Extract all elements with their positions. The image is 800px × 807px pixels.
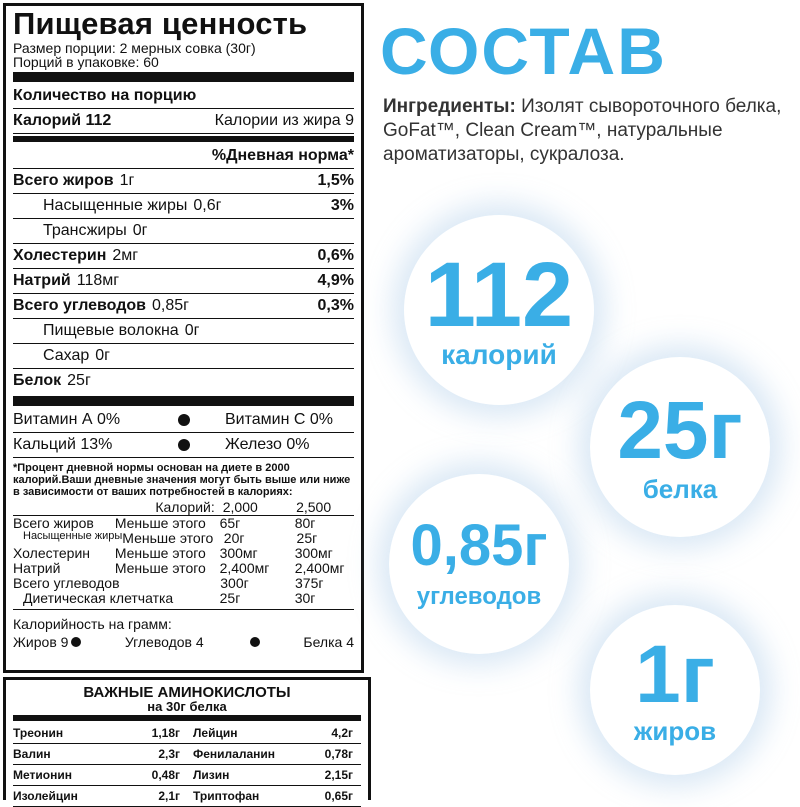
diet-2000: 2,000 xyxy=(222,499,258,515)
daily-value-header-row xyxy=(13,144,354,169)
label-title: Пищевая ценность xyxy=(13,6,308,41)
diet-v2: 375г xyxy=(295,575,324,591)
diet-name: Холестерин xyxy=(13,545,90,561)
amino-value: 2,1г xyxy=(158,789,180,803)
vitamin-rows xyxy=(13,408,354,458)
amino-name: Изолейцин xyxy=(13,789,78,803)
circle-protein xyxy=(590,357,770,537)
amount-per-serving: Количество на порцию xyxy=(13,84,354,109)
cal-fat: Жиров 9 xyxy=(13,634,69,650)
nutrient-name: Белок xyxy=(13,372,62,389)
diet-row xyxy=(13,591,354,606)
nutrient-name: Всего жиров xyxy=(13,172,114,189)
nutrient-name: Пищевые волокна xyxy=(43,322,179,339)
amino-acids-table xyxy=(3,677,371,803)
diet-table xyxy=(13,500,354,606)
diet-v2: 25г xyxy=(296,530,318,546)
circle-unit: калорий xyxy=(441,339,557,370)
amino-value: 0,78г xyxy=(324,747,353,761)
diet-v1: 2,400мг xyxy=(219,560,270,576)
nutrient-row xyxy=(13,344,354,369)
diet-limit: Меньше этого xyxy=(122,530,214,546)
nutrient-amount: 2мг xyxy=(112,247,139,264)
diet-v1: 65г xyxy=(219,515,241,531)
diet-limit: Меньше этого xyxy=(114,560,206,576)
nutrient-row xyxy=(13,269,354,294)
servings-per-package: Порций в упаковке: 60 xyxy=(13,54,159,70)
daily-value-header: %Дневная норма* xyxy=(211,147,354,164)
amino-row xyxy=(13,723,361,744)
amino-name: Лейцин xyxy=(193,726,238,740)
nutrient-name: Сахар xyxy=(43,347,90,364)
diet-v1: 300г xyxy=(220,575,249,591)
nutrient-row xyxy=(13,219,354,244)
diet-limit xyxy=(116,576,220,591)
bullet-icon xyxy=(178,439,190,451)
bullet-icon xyxy=(71,637,81,647)
diet-row xyxy=(13,546,354,561)
bullet-icon xyxy=(178,414,190,426)
nutrient-amount: 0,6г xyxy=(193,197,222,214)
bullet-icon xyxy=(250,637,260,647)
divider-thick xyxy=(13,396,354,406)
divider-thick xyxy=(13,72,354,82)
circle-value: 0,85г xyxy=(410,513,548,578)
nutrient-amount: 25г xyxy=(67,372,91,389)
divider-medium xyxy=(13,715,361,721)
nutrient-row xyxy=(13,244,354,269)
nutrient-amount: 0г xyxy=(132,222,148,239)
serving-size: Размер порции: 2 мерных совка (30г) xyxy=(13,40,256,56)
circle-fat xyxy=(590,605,760,775)
diet-v1: 25г xyxy=(219,590,241,606)
nutrient-name: Холестерин xyxy=(13,247,107,264)
circle-unit: белка xyxy=(642,473,718,504)
divider-thin xyxy=(13,609,354,610)
diet-name: Насыщенные жиры xyxy=(23,530,123,542)
nutrition-facts-label xyxy=(3,3,364,673)
diet-v1: 300мг xyxy=(219,545,258,561)
nutrient-row xyxy=(13,294,354,319)
nutrient-rows xyxy=(13,169,354,393)
calories-label: Калорий 112 xyxy=(13,112,112,129)
amino-subtitle: на 30г белка xyxy=(147,699,227,714)
nutrient-row xyxy=(13,169,354,194)
diet-name: Всего углеводов xyxy=(13,575,120,591)
nutrient-amount: 118мг xyxy=(76,272,120,289)
diet-v2: 300мг xyxy=(294,545,333,561)
sostav-title: СОСТАВ xyxy=(380,14,667,88)
diet-row xyxy=(13,516,354,531)
amino-value: 2,3г xyxy=(158,747,180,761)
amino-value: 2,15г xyxy=(324,768,353,782)
circle-calories xyxy=(404,215,594,405)
diet-name: Всего жиров xyxy=(13,515,94,531)
diet-calories-label: Калорий: xyxy=(155,499,215,515)
diet-limit: Меньше этого xyxy=(114,515,206,531)
diet-name: Натрий xyxy=(13,560,61,576)
diet-row xyxy=(13,561,354,576)
amino-name: Фенилаланин xyxy=(193,747,276,761)
circle-value: 1г xyxy=(635,628,715,720)
nutrient-name: Насыщенные жиры xyxy=(43,197,188,214)
amino-row xyxy=(13,744,361,765)
calories-row xyxy=(13,109,354,134)
amino-name: Валин xyxy=(13,747,51,761)
nutrient-daily-value: 4,9% xyxy=(317,272,354,289)
vitamin-row xyxy=(13,433,354,458)
ingredients-text xyxy=(383,95,793,167)
diet-limit: Меньше этого xyxy=(114,545,206,561)
amino-value: 4,2г xyxy=(331,726,353,740)
ingredients-label: Ингредиенты: xyxy=(383,96,516,117)
vitamin-right: Витамин С 0% xyxy=(225,411,333,428)
amino-name: Лизин xyxy=(193,768,230,782)
nutrient-amount: 0г xyxy=(95,347,110,364)
circle-value: 112 xyxy=(424,244,574,346)
cal-carb: Углеводов 4 xyxy=(124,634,204,650)
nutrient-daily-value: 3% xyxy=(330,197,354,214)
cal-protein: Белка 4 xyxy=(303,634,354,650)
diet-2500: 2,500 xyxy=(296,499,332,515)
nutrient-daily-value: 0,6% xyxy=(317,247,354,264)
ingredients-list: Изолят сывороточного белка, GoFat™, Clean Cream™, натуральные ароматизаторы, сукралоза. xyxy=(383,96,782,165)
circle-value: 25г xyxy=(617,384,743,476)
amino-name: Триптофан xyxy=(193,789,260,803)
vitamin-left: Витамин А 0% xyxy=(13,411,121,428)
divider-medium xyxy=(13,136,354,142)
daily-value-footnote: *Процент дневной нормы основан на диете в 2000 калорий.Ваши дневные значения могут быть выше или ниже в зависимости от ваших потребностей в калориях: xyxy=(13,462,351,498)
diet-v2: 80г xyxy=(294,515,316,531)
amino-name: Треонин xyxy=(13,726,64,740)
nutrient-amount: 0г xyxy=(184,322,200,339)
nutrient-row xyxy=(13,369,354,393)
diet-v1: 20г xyxy=(223,530,245,546)
amino-value: 0,65г xyxy=(324,789,353,803)
nutrient-row xyxy=(13,319,354,344)
vitamin-right: Железо 0% xyxy=(225,436,310,453)
diet-row xyxy=(13,576,354,591)
circle-unit: углеводов xyxy=(416,583,542,610)
calories-per-gram-row xyxy=(13,634,354,650)
nutrient-amount: 1г xyxy=(119,172,135,189)
nutrient-name: Трансжиры xyxy=(43,222,127,239)
diet-header-row xyxy=(13,500,354,515)
nutrient-amount: 0,85г xyxy=(152,297,189,314)
calories-per-gram: Калорийность на грамм: xyxy=(13,616,172,632)
circle-unit: жиров xyxy=(633,715,717,746)
amino-row xyxy=(13,765,361,786)
circle-carbs xyxy=(389,474,569,654)
diet-name: Диетическая клетчатка xyxy=(23,590,174,606)
amino-value: 0,48г xyxy=(151,768,180,782)
calories-from-fat: Калории из жира 9 xyxy=(214,112,354,129)
diet-v2: 30г xyxy=(294,590,316,606)
nutrient-name: Натрий xyxy=(13,272,71,289)
nutrient-name: Всего углеводов xyxy=(13,297,146,314)
vitamin-left: Кальций 13% xyxy=(13,436,113,453)
amino-title: ВАЖНЫЕ АМИНОКИСЛОТЫ xyxy=(83,684,291,701)
nutrient-row xyxy=(13,194,354,219)
vitamin-row xyxy=(13,408,354,433)
nutrient-daily-value: 0,3% xyxy=(317,297,354,314)
amino-row xyxy=(13,786,361,807)
amino-name: Метионин xyxy=(13,768,72,782)
diet-v2: 2,400мг xyxy=(294,560,345,576)
diet-row xyxy=(13,531,354,546)
amino-value: 1,18г xyxy=(151,726,180,740)
nutrient-daily-value: 1,5% xyxy=(317,172,354,189)
